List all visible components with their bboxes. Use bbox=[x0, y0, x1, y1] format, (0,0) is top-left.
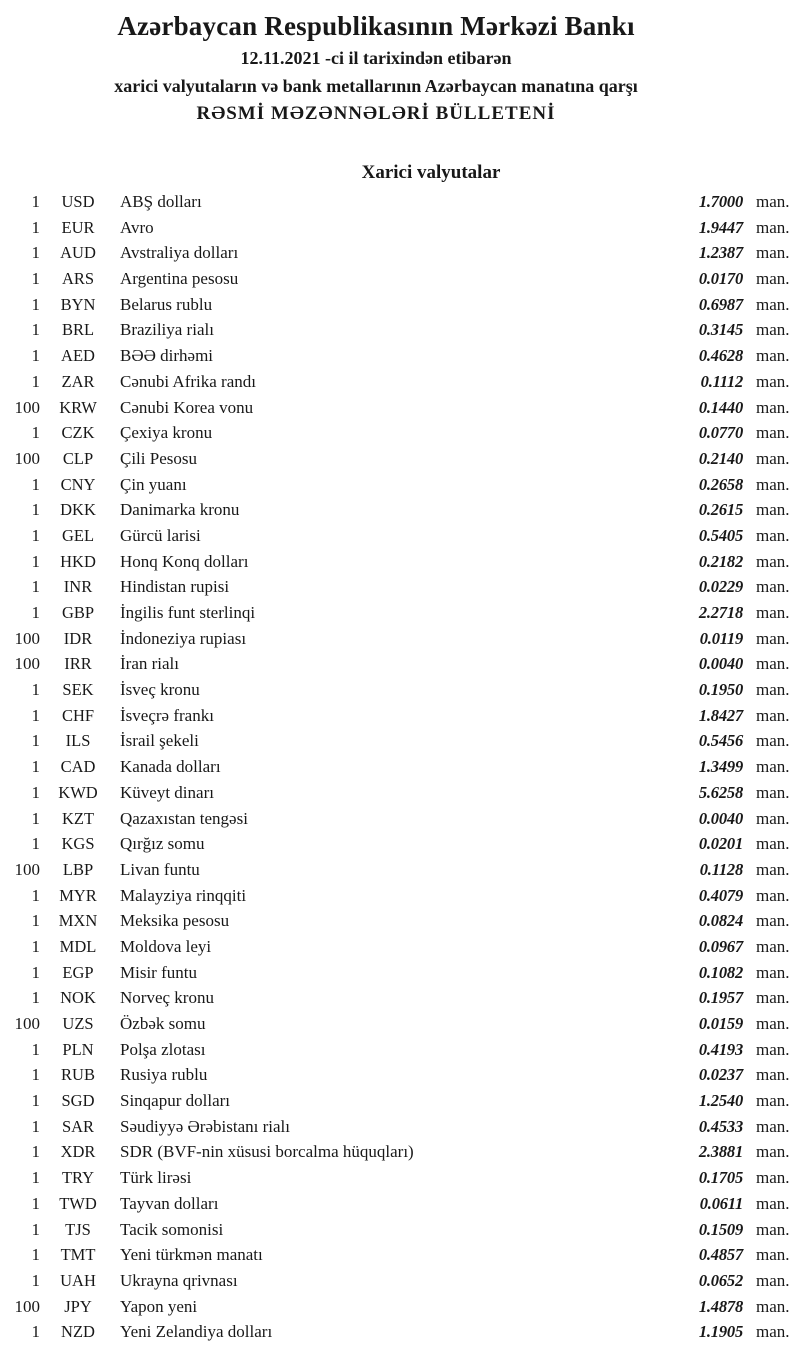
rate-value-cell: 2.2718 bbox=[698, 603, 743, 622]
quantity-cell: 1 bbox=[31, 371, 40, 391]
unit-cell: man. bbox=[756, 1116, 790, 1136]
currency-code-cell: MYR bbox=[59, 885, 97, 905]
quantity-cell: 1 bbox=[31, 1116, 40, 1136]
rate-value-cell: 0.2140 bbox=[698, 448, 743, 468]
currency-code-cell: USD bbox=[61, 192, 95, 211]
unit-cell: man. bbox=[756, 628, 790, 648]
currency-code-cell: RUB bbox=[61, 1065, 95, 1085]
table-row bbox=[0, 266, 800, 292]
table-row bbox=[0, 292, 800, 318]
unit-cell: man. bbox=[756, 654, 790, 674]
currency-name-cell: İsveçrə frankı bbox=[120, 705, 214, 725]
rate-value-cell: 0.1112 bbox=[700, 371, 743, 391]
currency-code-cell: TWD bbox=[59, 1193, 97, 1213]
currency-code-cell: JPY bbox=[64, 1296, 92, 1316]
quantity-cell: 100 bbox=[14, 1014, 40, 1033]
currency-name-cell: Livan funtu bbox=[120, 859, 200, 879]
table-row bbox=[0, 626, 800, 652]
rate-value-cell: 1.8427 bbox=[698, 705, 743, 725]
currency-code-cell: CNY bbox=[60, 474, 96, 494]
table-row bbox=[0, 883, 800, 909]
quantity-cell: 1 bbox=[31, 1270, 40, 1290]
quantity-cell: 100 bbox=[14, 397, 40, 417]
unit-cell: man. bbox=[756, 269, 790, 289]
unit-cell: man. bbox=[756, 859, 790, 879]
unit-cell: man. bbox=[756, 603, 790, 622]
unit-cell: man. bbox=[756, 346, 790, 366]
currency-name-cell: Avro bbox=[120, 217, 154, 237]
rate-value-cell: 0.1128 bbox=[699, 859, 743, 879]
unit-cell: man. bbox=[756, 525, 790, 545]
quantity-cell: 1 bbox=[31, 705, 40, 725]
unit-cell: man. bbox=[756, 834, 790, 854]
bulletin-title: RƏSMİ MƏZƏNNƏLƏRİ BÜLLETENİ bbox=[196, 103, 556, 124]
quantity-cell: 1 bbox=[31, 294, 40, 314]
rate-value-cell: 0.4533 bbox=[698, 1116, 743, 1136]
rate-value-cell: 0.4193 bbox=[698, 1039, 743, 1059]
currency-name-cell: Türk lirəsi bbox=[120, 1168, 192, 1188]
currency-code-cell: BYN bbox=[60, 294, 96, 314]
table-row bbox=[0, 1191, 800, 1217]
unit-cell: man. bbox=[756, 1065, 790, 1085]
currency-name-cell: Belarus rublu bbox=[120, 294, 213, 314]
currency-name-cell: Qazaxıstan tengəsi bbox=[120, 808, 248, 828]
quantity-cell: 1 bbox=[31, 243, 40, 263]
rate-value-cell: 1.4878 bbox=[698, 1296, 743, 1316]
unit-cell: man. bbox=[756, 423, 790, 443]
table-row bbox=[0, 472, 800, 498]
currency-code-cell: CAD bbox=[60, 757, 96, 777]
unit-cell: man. bbox=[756, 1039, 790, 1059]
unit-cell: man. bbox=[756, 808, 790, 828]
rate-value-cell: 0.0967 bbox=[698, 936, 743, 956]
currency-name-cell: Ukrayna qrivnası bbox=[120, 1270, 238, 1290]
table-row bbox=[0, 215, 800, 241]
currency-code-cell: ARS bbox=[61, 269, 95, 289]
table-row bbox=[0, 497, 800, 523]
table-row bbox=[0, 908, 800, 934]
rate-value-cell: 1.2387 bbox=[698, 243, 743, 263]
rate-value-cell: 0.0824 bbox=[698, 911, 743, 931]
currency-code-cell: BRL bbox=[61, 320, 95, 340]
table-row bbox=[0, 1319, 800, 1345]
unit-cell: man. bbox=[756, 962, 790, 982]
currency-code-cell: IRR bbox=[64, 654, 92, 674]
unit-cell: man. bbox=[756, 680, 790, 700]
currency-code-cell: GBP bbox=[61, 603, 95, 622]
unit-cell: man. bbox=[756, 1270, 790, 1290]
rate-value-cell: 0.4628 bbox=[698, 346, 743, 366]
rate-value-cell: 0.1705 bbox=[698, 1168, 743, 1188]
unit-cell: man. bbox=[756, 1219, 790, 1239]
quantity-cell: 1 bbox=[31, 346, 40, 366]
rate-value-cell: 0.5405 bbox=[698, 525, 743, 545]
rate-value-cell: 1.3499 bbox=[698, 757, 743, 777]
currency-name-cell: Hindistan rupisi bbox=[120, 577, 230, 597]
table-row bbox=[0, 1062, 800, 1088]
rate-value-cell: 0.1957 bbox=[698, 988, 743, 1008]
table-row bbox=[0, 395, 800, 421]
currency-name-cell: Meksika pesosu bbox=[120, 911, 230, 931]
table-row bbox=[0, 446, 800, 472]
currency-name-cell: Malayziya rinqqiti bbox=[120, 885, 247, 905]
quantity-cell: 100 bbox=[14, 654, 40, 674]
currency-code-cell: NOK bbox=[60, 988, 96, 1008]
currency-code-cell: KGS bbox=[61, 834, 95, 854]
currency-name-cell: Tacik somonisi bbox=[120, 1219, 224, 1239]
table-row bbox=[0, 1217, 800, 1243]
currency-name-cell: Qırğız somu bbox=[120, 834, 205, 854]
currency-code-cell: MXN bbox=[58, 911, 98, 931]
currency-name-cell: Avstraliya dolları bbox=[120, 243, 239, 263]
currency-name-cell: Yapon yeni bbox=[120, 1296, 198, 1316]
currency-name-cell: İngilis funt sterlinqi bbox=[120, 603, 256, 622]
currency-name-cell: BƏƏ dirhəmi bbox=[120, 346, 214, 366]
unit-cell: man. bbox=[756, 705, 790, 725]
table-row bbox=[0, 754, 800, 780]
quantity-cell: 1 bbox=[31, 577, 40, 597]
unit-cell: man. bbox=[756, 448, 790, 468]
quantity-cell: 1 bbox=[31, 834, 40, 854]
currency-code-cell: TRY bbox=[61, 1168, 95, 1188]
table-row bbox=[0, 523, 800, 549]
currency-code-cell: UAH bbox=[60, 1270, 96, 1290]
unit-cell: man. bbox=[756, 988, 790, 1008]
currency-name-cell: Gürcü larisi bbox=[120, 525, 201, 545]
table-row bbox=[0, 677, 800, 703]
unit-cell: man. bbox=[756, 885, 790, 905]
currency-code-cell: SEK bbox=[62, 680, 94, 700]
rate-value-cell: 0.0770 bbox=[698, 423, 743, 443]
rate-value-cell: 0.2658 bbox=[698, 474, 743, 494]
currency-code-cell: CZK bbox=[61, 423, 95, 443]
unit-cell: man. bbox=[756, 757, 790, 777]
table-row bbox=[0, 1268, 800, 1294]
currency-name-cell: Yeni Zelandiya dolları bbox=[120, 1322, 273, 1342]
rate-value-cell: 0.0201 bbox=[698, 834, 743, 854]
currency-name-cell: Çili Pesosu bbox=[120, 448, 197, 468]
rate-value-cell: 1.9447 bbox=[698, 217, 743, 237]
quantity-cell: 1 bbox=[31, 1219, 40, 1239]
rate-value-cell: 0.4857 bbox=[698, 1245, 743, 1265]
quantity-cell: 1 bbox=[31, 551, 40, 571]
currency-name-cell: Kanada dolları bbox=[120, 757, 221, 777]
currency-name-cell: Misir funtu bbox=[120, 962, 197, 982]
currency-code-cell: KRW bbox=[59, 397, 97, 417]
currency-name-cell: Norveç kronu bbox=[120, 988, 214, 1008]
table-row bbox=[0, 240, 800, 266]
currency-name-cell: Tayvan dolları bbox=[120, 1193, 219, 1213]
rate-value-cell: 0.5456 bbox=[698, 731, 743, 751]
unit-cell: man. bbox=[756, 474, 790, 494]
table-row bbox=[0, 189, 800, 215]
currency-name-cell: Yeni türkmən manatı bbox=[120, 1245, 263, 1265]
currency-name-cell: ABŞ dolları bbox=[120, 192, 202, 211]
rate-value-cell: 0.6987 bbox=[698, 294, 743, 314]
currency-name-cell: Küveyt dinarı bbox=[120, 782, 214, 802]
currency-code-cell: CLP bbox=[62, 448, 94, 468]
rate-value-cell: 5.6258 bbox=[698, 782, 743, 802]
unit-cell: man. bbox=[756, 1193, 790, 1213]
currency-name-cell: SDR (BVF-nin xüsusi borcalma hüquqları) bbox=[120, 1142, 414, 1162]
quantity-cell: 1 bbox=[31, 808, 40, 828]
table-row bbox=[0, 549, 800, 575]
quantity-cell: 1 bbox=[31, 988, 40, 1008]
rate-value-cell: 0.0119 bbox=[699, 628, 743, 648]
table-row bbox=[0, 1294, 800, 1320]
quantity-cell: 1 bbox=[31, 782, 40, 802]
currency-code-cell: XDR bbox=[60, 1142, 96, 1162]
unit-cell: man. bbox=[756, 500, 790, 520]
quantity-cell: 1 bbox=[31, 1245, 40, 1265]
quantity-cell: 100 bbox=[14, 628, 40, 648]
unit-cell: man. bbox=[756, 782, 790, 802]
quantity-cell: 1 bbox=[31, 474, 40, 494]
table-row bbox=[0, 420, 800, 446]
quantity-cell: 1 bbox=[31, 1065, 40, 1085]
table-row bbox=[0, 1139, 800, 1165]
rate-value-cell: 0.1082 bbox=[698, 962, 743, 982]
currency-name-cell: Danimarka kronu bbox=[120, 500, 240, 520]
currency-name-cell: Argentina pesosu bbox=[120, 269, 239, 289]
currency-code-cell: AED bbox=[61, 346, 95, 366]
unit-cell: man. bbox=[756, 1245, 790, 1265]
table-row bbox=[0, 1011, 800, 1037]
currency-code-cell: EUR bbox=[61, 217, 95, 237]
table-row bbox=[0, 343, 800, 369]
table-row bbox=[0, 1114, 800, 1140]
table-row bbox=[0, 1037, 800, 1063]
quantity-cell: 1 bbox=[31, 885, 40, 905]
unit-cell: man. bbox=[756, 551, 790, 571]
quantity-cell: 1 bbox=[31, 936, 40, 956]
currency-name-cell: İran rialı bbox=[120, 654, 179, 674]
currency-code-cell: INR bbox=[63, 577, 93, 597]
currency-code-cell: DKK bbox=[60, 500, 96, 520]
rate-value-cell: 0.0237 bbox=[698, 1065, 743, 1085]
table-row bbox=[0, 728, 800, 754]
quantity-cell: 1 bbox=[31, 423, 40, 443]
rate-value-cell: 0.1509 bbox=[698, 1219, 743, 1239]
currency-code-cell: MDL bbox=[59, 936, 97, 956]
quantity-cell: 1 bbox=[31, 1142, 40, 1162]
unit-cell: man. bbox=[756, 294, 790, 314]
quantity-cell: 1 bbox=[31, 1091, 40, 1111]
currency-name-cell: İndoneziya rupiası bbox=[120, 628, 247, 648]
quantity-cell: 1 bbox=[31, 603, 40, 622]
unit-cell: man. bbox=[756, 192, 790, 211]
quantity-cell: 1 bbox=[31, 1039, 40, 1059]
section-title-foreign-currencies: Xarici valyutalar bbox=[361, 162, 501, 183]
rate-value-cell: 0.0040 bbox=[698, 654, 743, 674]
table-row bbox=[0, 1242, 800, 1268]
quantity-cell: 1 bbox=[31, 911, 40, 931]
quantity-cell: 1 bbox=[31, 192, 40, 211]
unit-cell: man. bbox=[756, 1014, 790, 1033]
currency-name-cell: İsrail şekeli bbox=[120, 731, 199, 751]
table-row bbox=[0, 780, 800, 806]
quantity-cell: 1 bbox=[31, 217, 40, 237]
unit-cell: man. bbox=[756, 1168, 790, 1188]
table-row bbox=[0, 857, 800, 883]
currency-code-cell: GEL bbox=[61, 525, 95, 545]
currency-name-cell: Braziliya rialı bbox=[120, 320, 214, 340]
rate-value-cell: 2.3881 bbox=[698, 1142, 743, 1162]
quantity-cell: 100 bbox=[14, 1296, 40, 1316]
quantity-cell: 1 bbox=[31, 757, 40, 777]
unit-cell: man. bbox=[756, 397, 790, 417]
quantity-cell: 100 bbox=[14, 859, 40, 879]
rate-value-cell: 0.4079 bbox=[698, 885, 743, 905]
quantity-cell: 1 bbox=[31, 525, 40, 545]
unit-cell: man. bbox=[756, 1091, 790, 1111]
unit-cell: man. bbox=[756, 243, 790, 263]
table-row bbox=[0, 600, 800, 626]
currency-code-cell: TJS bbox=[65, 1219, 91, 1239]
quantity-cell: 1 bbox=[31, 1322, 40, 1342]
currency-name-cell: Sinqapur dolları bbox=[120, 1091, 231, 1111]
rate-value-cell: 0.3145 bbox=[698, 320, 743, 340]
document-header bbox=[0, 0, 800, 128]
quantity-cell: 1 bbox=[31, 731, 40, 751]
effective-date-line: 12.11.2021 -ci il tarixindən etibarən bbox=[240, 48, 512, 68]
table-row bbox=[0, 317, 800, 343]
table-row bbox=[0, 1088, 800, 1114]
table-row bbox=[0, 369, 800, 395]
currency-code-cell: LBP bbox=[62, 859, 94, 879]
rate-value-cell: 0.0170 bbox=[698, 269, 743, 289]
rate-value-cell: 1.7000 bbox=[698, 192, 743, 211]
quantity-cell: 1 bbox=[31, 500, 40, 520]
unit-cell: man. bbox=[756, 1296, 790, 1316]
unit-cell: man. bbox=[756, 731, 790, 751]
rate-value-cell: 0.0611 bbox=[699, 1193, 743, 1213]
currency-code-cell: PLN bbox=[62, 1039, 94, 1059]
rate-value-cell: 0.0652 bbox=[698, 1270, 743, 1290]
currency-code-cell: IDR bbox=[63, 628, 93, 648]
currency-code-cell: HKD bbox=[60, 551, 96, 571]
currency-code-cell: UZS bbox=[62, 1014, 94, 1033]
quantity-cell: 1 bbox=[31, 1193, 40, 1213]
currency-name-cell: Çexiya kronu bbox=[120, 423, 213, 443]
table-row bbox=[0, 806, 800, 832]
quantity-cell: 1 bbox=[31, 680, 40, 700]
table-row bbox=[0, 651, 800, 677]
quantity-cell: 100 bbox=[14, 448, 40, 468]
currency-code-cell: CHF bbox=[61, 705, 95, 725]
quantity-cell: 1 bbox=[31, 320, 40, 340]
table-row bbox=[0, 831, 800, 857]
table-row bbox=[0, 985, 800, 1011]
quantity-cell: 1 bbox=[31, 1168, 40, 1188]
currency-code-cell: TMT bbox=[60, 1245, 96, 1265]
rate-value-cell: 0.2615 bbox=[698, 500, 743, 520]
currency-code-cell: ILS bbox=[65, 731, 91, 751]
rate-value-cell: 0.2182 bbox=[698, 551, 743, 571]
currency-code-cell: NZD bbox=[61, 1322, 95, 1342]
table-row bbox=[0, 703, 800, 729]
rate-value-cell: 0.0159 bbox=[698, 1014, 743, 1033]
unit-cell: man. bbox=[756, 911, 790, 931]
unit-cell: man. bbox=[756, 320, 790, 340]
unit-cell: man. bbox=[756, 936, 790, 956]
currency-code-cell: ZAR bbox=[61, 371, 95, 391]
currency-code-cell: KWD bbox=[58, 782, 98, 802]
rate-value-cell: 1.1905 bbox=[698, 1322, 743, 1342]
currency-name-cell: Cənubi Afrika randı bbox=[120, 371, 256, 391]
currency-code-cell: AUD bbox=[60, 243, 96, 263]
rate-value-cell: 1.2540 bbox=[698, 1091, 743, 1111]
subject-line: xarici valyutaların və bank metallarının Azərbaycan manatına qarşı bbox=[114, 76, 638, 96]
currency-name-cell: Rusiya rublu bbox=[120, 1065, 208, 1085]
currency-code-cell: KZT bbox=[61, 808, 95, 828]
table-row bbox=[0, 934, 800, 960]
currency-name-cell: Moldova leyi bbox=[120, 936, 212, 956]
table-row bbox=[0, 1165, 800, 1191]
table-row bbox=[0, 960, 800, 986]
currency-name-cell: Polşa zlotası bbox=[120, 1039, 206, 1059]
rate-value-cell: 0.0229 bbox=[698, 577, 743, 597]
quantity-cell: 1 bbox=[31, 269, 40, 289]
currency-name-cell: İsveç kronu bbox=[120, 680, 200, 700]
currency-name-cell: Honq Konq dolları bbox=[120, 551, 249, 571]
table-row bbox=[0, 574, 800, 600]
unit-cell: man. bbox=[756, 1322, 790, 1342]
unit-cell: man. bbox=[756, 371, 790, 391]
rate-value-cell: 0.1440 bbox=[698, 397, 743, 417]
currency-name-cell: Çin yuanı bbox=[120, 474, 187, 494]
unit-cell: man. bbox=[756, 1142, 790, 1162]
rates-table-body bbox=[0, 189, 800, 1345]
unit-cell: man. bbox=[756, 577, 790, 597]
currency-name-cell: Özbək somu bbox=[120, 1014, 206, 1033]
currency-code-cell: SAR bbox=[61, 1116, 95, 1136]
unit-cell: man. bbox=[756, 217, 790, 237]
rate-value-cell: 0.1950 bbox=[698, 680, 743, 700]
rate-value-cell: 0.0040 bbox=[698, 808, 743, 828]
quantity-cell: 1 bbox=[31, 962, 40, 982]
currency-code-cell: EGP bbox=[62, 962, 94, 982]
currency-name-cell: Cənubi Korea vonu bbox=[120, 397, 254, 417]
currency-name-cell: Səudiyyə Ərəbistanı rialı bbox=[120, 1116, 290, 1136]
bank-title: Azərbaycan Respublikasının Mərkəzi Bankı bbox=[117, 11, 635, 41]
currency-code-cell: SGD bbox=[61, 1091, 95, 1111]
